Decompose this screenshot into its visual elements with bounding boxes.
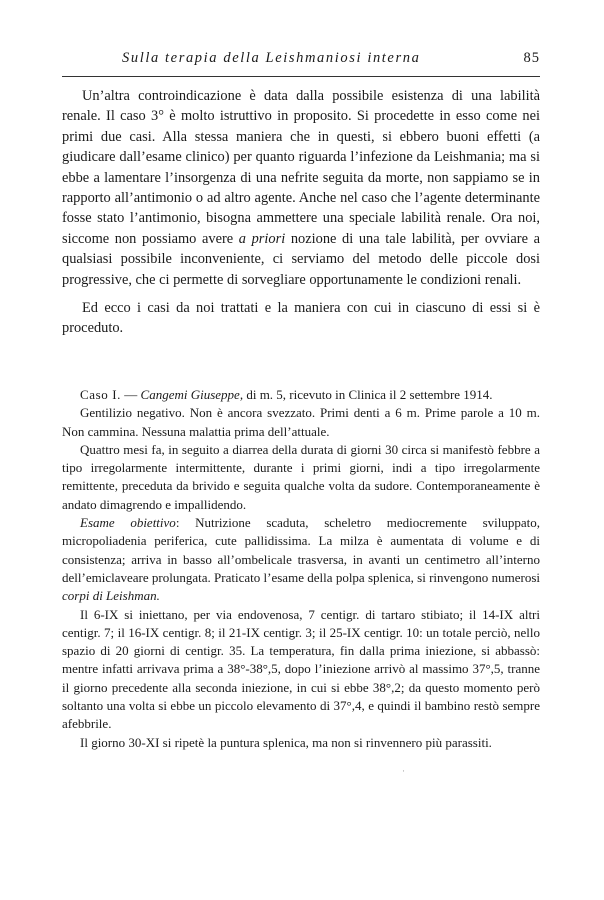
case-heading [62, 386, 540, 404]
exam-label: Esame obiettivo [80, 515, 176, 531]
case-intro: di m. 5, ricevuto in Clinica il 2 settembre 1914. [246, 387, 493, 402]
running-title: Sulla terapia della Leishmaniosi interna [122, 50, 421, 66]
case-report [62, 386, 540, 752]
main-text [62, 86, 540, 339]
italic-a-priori: a priori [238, 230, 286, 247]
scan-speck: · [402, 766, 405, 776]
case-dash: — [121, 387, 141, 402]
header-rule [62, 76, 540, 77]
case-exam [62, 514, 540, 605]
exam-text: : Nutrizione scaduta, scheletro mediocremente sviluppato, micropoliadenia periferica, cute pallidissima. La milza è aumentata di volume e di consistenza; arriva in basso all’ombelicale trasversa, in avanti un centimetro all’interno dell’emiclaveare prolungata. Praticato l’esame della polpa splenica, si rinvengono numerosi [62, 515, 540, 585]
case-label: Caso I. [80, 387, 122, 402]
paragraph-renal-lability [62, 86, 540, 290]
running-header [62, 50, 540, 72]
paragraph-cases-intro: Ed ecco i casi da noi trattati e la maniera con cui in ciascuno di essi si è proceduto. [62, 300, 540, 337]
case-history: Gentilizio negativo. Non è ancora svezzato. Primi denti a 6 m. Prime parole a 10 m. Non cammina. Nessuna malattia prima dell’attuale. [62, 405, 540, 439]
patient-name: Cangemi Giuseppe, [140, 387, 244, 402]
page-number: 85 [523, 50, 540, 66]
case-anamnesis: Quattro mesi fa, in seguito a diarrea della durata di giorni 30 circa si manifestò febbre a tipo irregolarmente intermittente, durante i primi giorni, indi a tipo irregolarmente remittente, preceduta da brivido e seguita qualche volta da sudore. Contemporaneamente è andato dimagrendo e impallidendo. [62, 441, 540, 512]
leishman-bodies: corpi di Leishman. [62, 588, 160, 604]
paragraph-text-cont: nozione di una tale labilità, per ovviare a qualsiasi possibile inconveniente, ci serviamo del metodo delle piccole dosi progressive, che ci permette di sorvegliare opportunamente le condizioni renali. [62, 230, 541, 288]
case-outcome: Il giorno 30-XI si ripetè la puntura splenica, ma non si rinvennero più parassiti. [80, 734, 492, 750]
case-treatment: Il 6-IX si iniettano, per via endovenosa, 7 centigr. di tartaro stibiato; il 14-IX altri centigr. 7; il 16-IX centigr. 8; il 21-IX centigr. 3; il 25-IX centigr. 10: un totale perciò, nello spazio di 20 giorni di centigr. 35. La temperatura, fin dalla prima iniezione, si abbassò: mentre infatti arrivava prima a 38°-38°,5, dopo l’iniezione arrivò al massimo 37°,5, tranne il giorno precedente alla seconda iniezione, in cui si ebbe 38°,2; da questo momento però soltanto una volta si ebbe un piccolo elevamento di 37°,4, e quindi il bambino restò sempre afebbrile. [62, 606, 540, 732]
paragraph-text: Un’altra controindicazione è data dalla possibile esistenza di una labilità renale. Il caso 3° è molto istruttivo in proposito. Si procedette in esso come nei primi due casi. Alla stessa maniera che in questi, si ebbero buoni effetti (a giudicare dall’esame clinico) per quanto riguarda l’infezione da Leishmania; ma si ebbe a lamentare l’insorgenza di una nefrite seguita da morte, non sappiamo se in rapporto all’antimonio o ad altro agente. Anche nel caso che l’agente determinante fosse stato l’antimonio, bisogna ammettere una speciale labilità renale. Ora noi, siccome non possiamo avere [62, 88, 540, 247]
